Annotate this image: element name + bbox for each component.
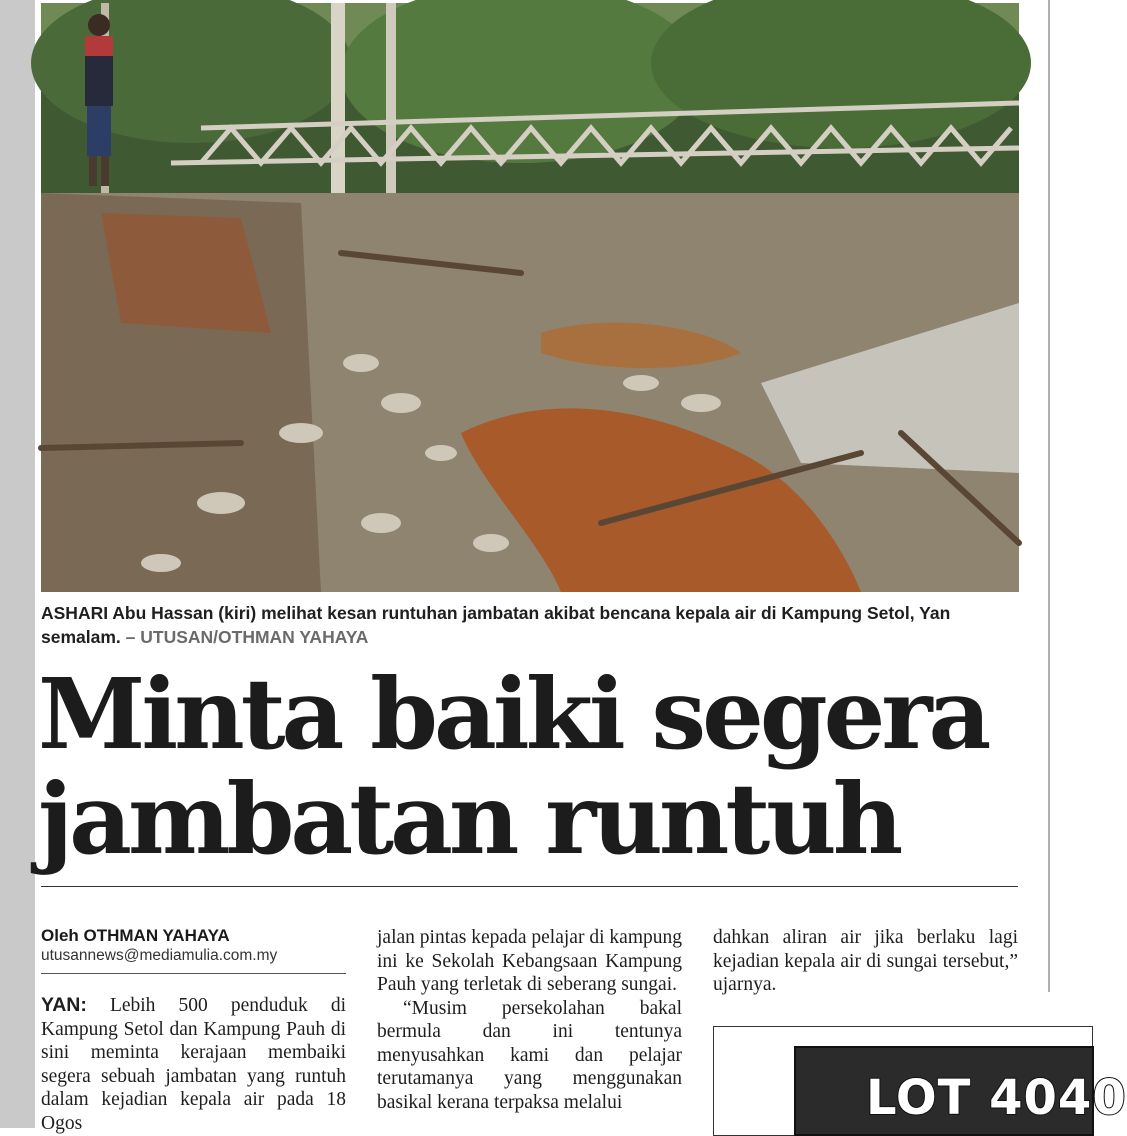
article-column-2 xyxy=(377,926,682,1114)
article-paragraph xyxy=(41,994,346,1135)
news-photo xyxy=(41,3,1019,592)
dateline: YAN: xyxy=(41,994,87,1016)
article-column-1 xyxy=(41,994,346,1135)
page-margin-bar xyxy=(0,0,35,1128)
headline xyxy=(38,657,1028,876)
headline-line-2: jambatan runtuh xyxy=(38,762,900,876)
advert-text: LOT 4040 xyxy=(866,1070,1127,1126)
byline-author: Oleh OTHMAN YAHAYA xyxy=(41,926,230,945)
headline-line-1: Minta baiki segera xyxy=(38,657,988,771)
caption-text: ASHARI Abu Hassan (kiri) melihat kesan runtuhan jambatan akibat bencana kepala air di Kampung Setol, Yan semalam. xyxy=(41,603,951,647)
article-lead-text: Lebih 500 penduduk di Kampung Setol dan Kampung Pauh di sini meminta kerajaan membaiki segera sebuah jambatan yang runtuh dalam kejadian kepala air pada 18 Ogos xyxy=(41,995,346,1134)
caption-credit: – UTUSAN/OTHMAN YAHAYA xyxy=(125,627,369,647)
article-paragraph: jalan pintas kepada pelajar di kampung ini ke Sekolah Kebangsaan Kampung Pauh yang terletak di seberang sungai. xyxy=(377,927,682,995)
article-paragraph: dahkan aliran air jika berlaku lagi kejadian kepala air di sungai tersebut,” ujarnya. xyxy=(713,927,1018,995)
headline-rule xyxy=(41,886,1018,887)
photo-caption xyxy=(41,601,1026,649)
byline-rule xyxy=(41,973,346,974)
article-column-3 xyxy=(713,926,1018,997)
column-divider xyxy=(1048,0,1050,992)
article-paragraph: “Musim persekolahan bakal bermula dan ini tentunya menyusahkan kami dan pelajar terutamanya yang menggunakan basikal kerana terpaksa melalui xyxy=(377,997,682,1113)
byline-email[interactable]: utusannews@mediamulia.com.my xyxy=(41,947,278,964)
